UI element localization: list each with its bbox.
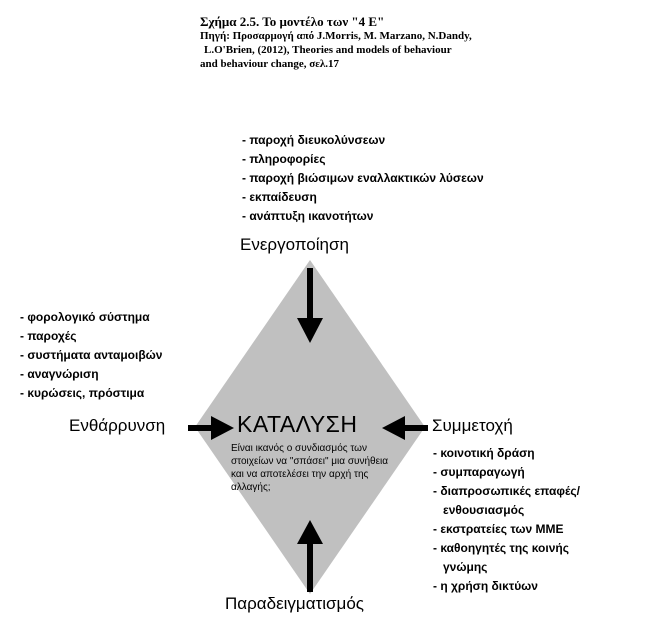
list-item: - η χρήση δικτύων [433,579,538,593]
list-item: - κυρώσεις, πρόστιμα [20,386,145,400]
enablement-label: Ενεργοποίηση [240,235,349,254]
catalysis-title: ΚΑΤΑΛΥΣΗ [237,411,358,437]
encouragement-list [20,308,162,403]
list-item: - εκπαίδευση [242,190,317,204]
encouragement-label: Ενθάρρυνση [69,416,166,435]
list-item: - φορολογικό σύστημα [20,310,150,324]
list-item: - αναγνώριση [20,367,99,381]
caption-source-line: and behaviour change, σελ.17 [200,57,340,70]
list-item: - παροχή βιώσιμων εναλλακτικών λύσεων [242,171,484,185]
list-item: - κοινοτική δράση [433,446,535,460]
engagement-label: Συμμετοχή [432,416,513,435]
enablement-list [242,131,484,226]
list-item: - παροχή διευκολύνσεων [242,133,386,147]
list-item: - παροχές [20,329,77,343]
list-item: - εκστρατείες των ΜΜΕ [433,522,564,536]
caption-source-line: L.O'Brien, (2012), Theories and models of behaviour [204,44,452,56]
list-item: - διαπροσωπικές επαφές/ [433,484,580,498]
list-item: - συμπαραγωγή [433,465,525,479]
list-item: ενθουσιασμός [443,503,525,517]
catalysis-question: Είναι ικανός ο συνδιασμός των στοιχείων να "σπάσει" μια συνήθεια και να αποτελέσει την αρχή της αλλαγής; [231,443,389,493]
list-item: - καθοηγητές της κοινής [433,541,569,555]
list-item: - ανάπτυξη ικανοτήτων [242,209,374,223]
figure-caption [200,14,472,72]
list-item: γνώμης [443,560,488,574]
list-item: - συστήματα ανταμοιβών [20,348,163,362]
caption-title: Σχήμα 2.5. Το μοντέλο των "4 Ε" [200,14,385,29]
list-item: - πληροφορίες [242,152,326,166]
modelling-label: Παραδειγματισμός [225,594,364,613]
caption-source-line: Πηγή: Προσαρμογή από J.Morris, M. Marzano, N.Dandy, [200,30,472,43]
engagement-list [433,444,580,596]
